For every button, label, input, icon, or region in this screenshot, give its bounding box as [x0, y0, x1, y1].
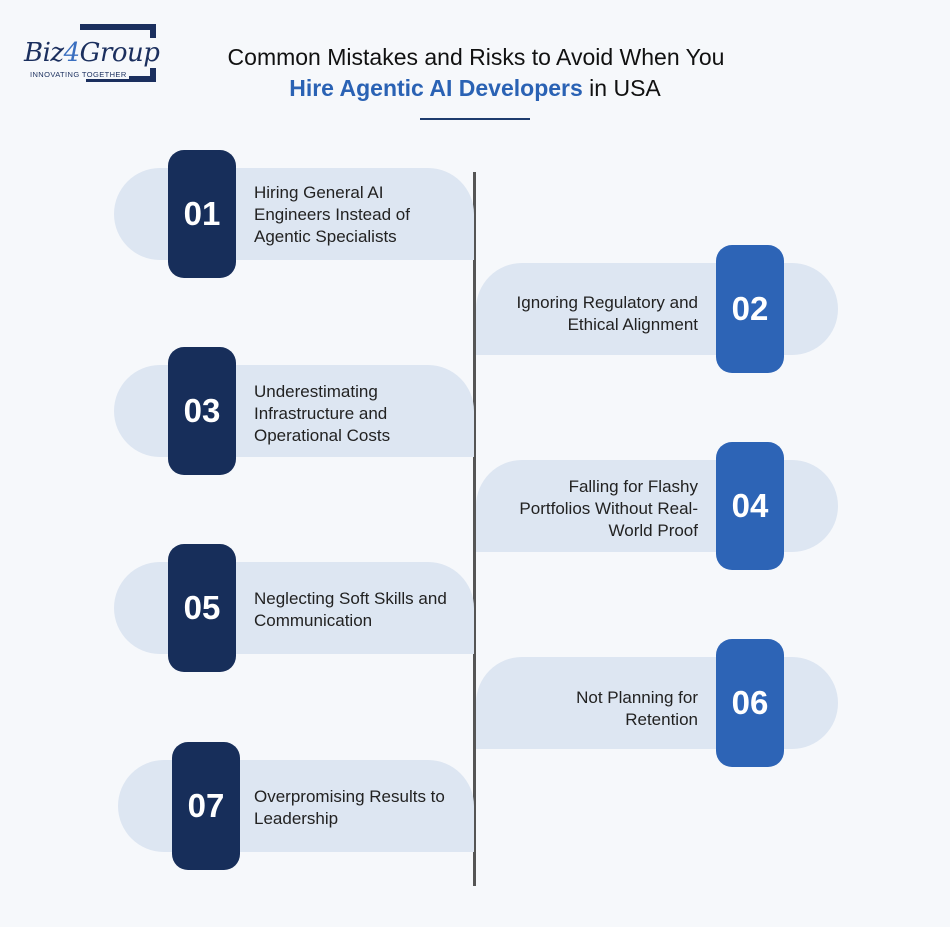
item-text: Overpromising Results to Leadership: [254, 787, 445, 828]
item-text: Not Planning for Retention: [576, 688, 698, 729]
logo-tagline: INNOVATING TOGETHER: [30, 70, 127, 79]
title-divider: [420, 118, 530, 120]
item-text: Hiring General AI Engineers Instead of Agentic Specialists: [254, 183, 410, 246]
item-number-badge: 02: [716, 245, 784, 373]
page-title: [0, 42, 950, 104]
item-number-badge: 07: [172, 742, 240, 870]
item-number-badge: 04: [716, 442, 784, 570]
title-line1: Common Mistakes and Risks to Avoid When You: [227, 44, 725, 70]
title-suffix: in USA: [582, 75, 661, 101]
item-text: Ignoring Regulatory and Ethical Alignment: [516, 293, 698, 334]
item-text: Underestimating Infrastructure and Operational Costs: [254, 382, 391, 445]
item-number-badge: 01: [168, 150, 236, 278]
item-number-badge: 03: [168, 347, 236, 475]
logo-wordmark: Biz4Group: [24, 38, 160, 68]
item-text: Falling for Flashy Portfolios Without Real-World Proof: [519, 477, 698, 540]
item-number-badge: 05: [168, 544, 236, 672]
title-highlight: Hire Agentic AI Developers: [289, 75, 583, 101]
item-number-badge: 06: [716, 639, 784, 767]
item-text: Neglecting Soft Skills and Communication: [254, 589, 447, 630]
title-line2: [289, 75, 661, 101]
